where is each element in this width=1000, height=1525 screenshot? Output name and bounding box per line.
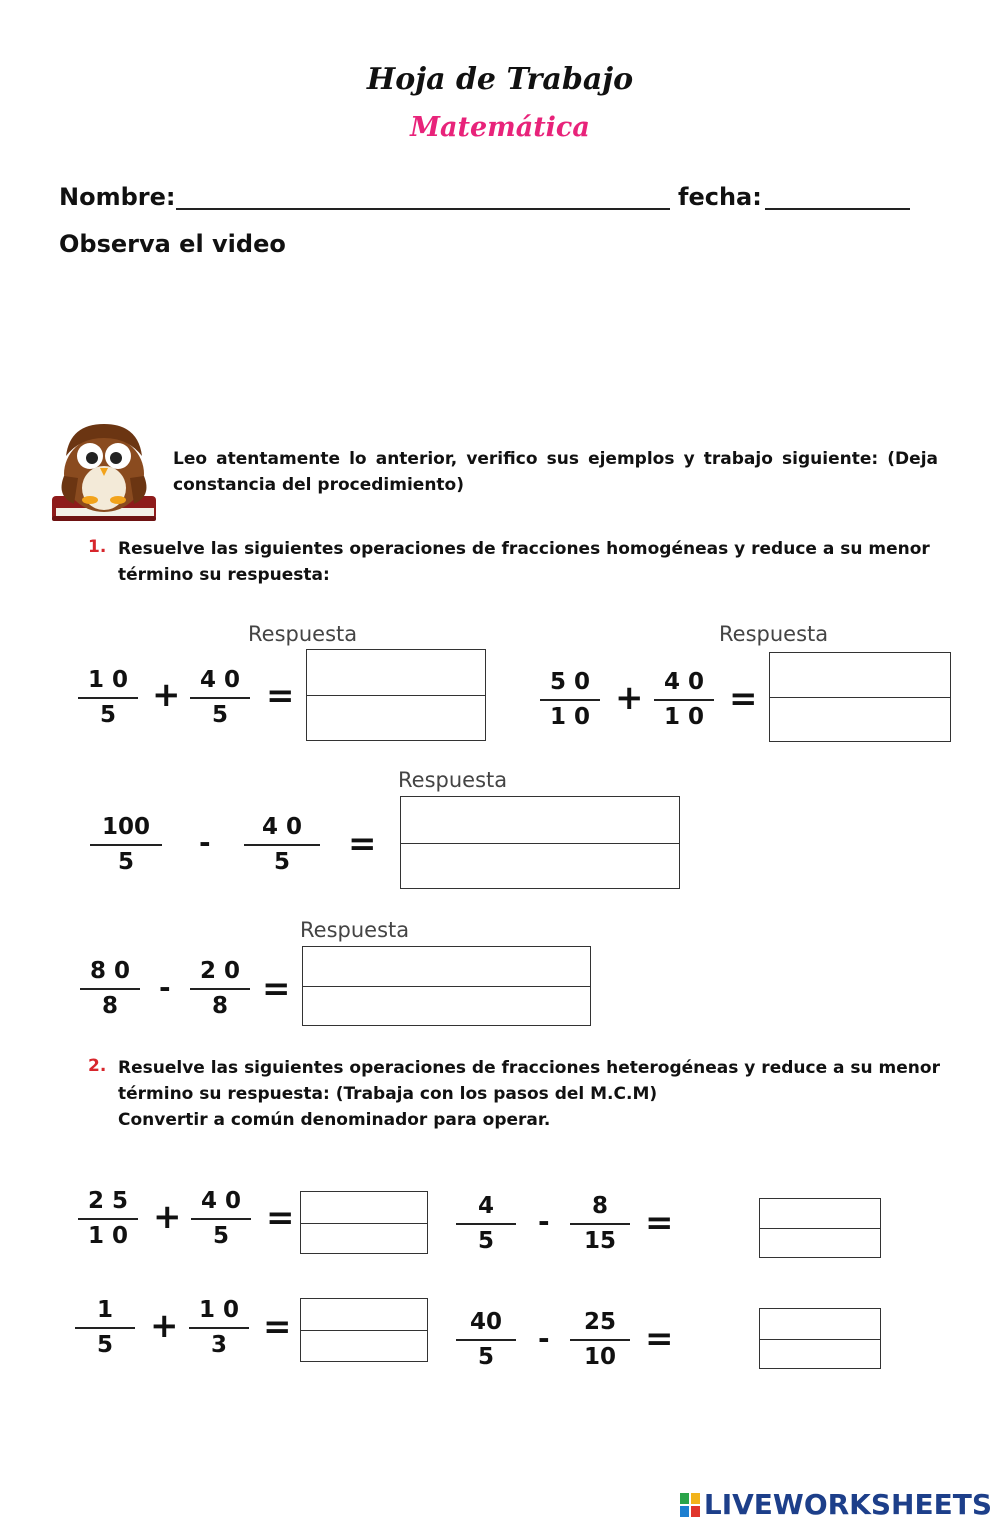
denominator: 5 [273,849,290,875]
minus-operator: - [538,1322,550,1355]
fraction-b [190,666,250,729]
fraction-b [244,813,320,876]
numerator: 4 0 [654,668,714,701]
fraction-b [191,1187,251,1250]
denominator: 15 [583,1228,616,1254]
equals-sign: = [645,1203,674,1243]
section-1-instruction: Resuelve las siguientes operaciones de fracciones homogéneas y reduce a su menor término su respuesta: [118,539,930,585]
date-label: fecha: [678,183,762,211]
equals-sign: = [645,1319,674,1359]
numerator: 25 [570,1308,630,1341]
name-field[interactable] [176,208,670,210]
denominator: 3 [210,1332,227,1358]
denominator: 5 [477,1228,494,1254]
denominator: 10 [583,1344,616,1370]
equals-sign: = [263,1307,292,1347]
denominator: 5 [212,1223,229,1249]
denominator: 5 [96,1332,113,1358]
fraction-a [75,1296,135,1359]
equals-sign: = [262,969,291,1009]
numerator: 8 [570,1192,630,1225]
fraction-a [90,813,162,876]
logo-text: LIVEWORKSHEETS [703,1488,992,1521]
fraction-b [570,1192,630,1255]
fraction-a [80,957,140,1020]
fraction-a [78,1187,138,1250]
intro-instruction: Leo atentamente lo anterior, verifico sus ejemplos y trabajo siguiente: (Deja constancia del procedimiento) [173,449,938,495]
fraction-a [456,1192,516,1255]
fraction-a [456,1308,516,1371]
answer-box[interactable] [302,946,591,1026]
equals-sign: = [348,824,377,864]
section-2-instruction-note: Convertir a común denominador para operar. [118,1110,551,1130]
fraction-b [654,668,714,731]
minus-operator: - [538,1205,550,1238]
equals-sign: = [266,676,295,716]
minus-operator: - [199,826,211,859]
section-1-number: 1. [88,537,107,557]
answer-label: Respuesta [248,622,358,646]
numerator: 8 0 [80,957,140,990]
section-2-instruction: Resuelve las siguientes operaciones de fracciones heterogéneas y reduce a su menor término su respuesta: (Trabaja con los pasos del M.C.M) [118,1058,940,1104]
numerator: 4 0 [190,666,250,699]
answer-box[interactable] [306,649,486,741]
numerator: 4 [456,1192,516,1225]
denominator: 1 0 [549,704,590,730]
section-2-number: 2. [88,1056,107,1076]
plus-operator: + [153,1197,182,1237]
answer-label: Respuesta [398,768,508,792]
numerator: 2 0 [190,957,250,990]
denominator: 5 [477,1344,494,1370]
numerator: 100 [90,813,162,846]
denominator: 5 [211,702,228,728]
fraction-a [78,666,138,729]
plus-operator: + [152,675,181,715]
minus-operator: - [159,971,171,1004]
numerator: 2 5 [78,1187,138,1220]
worksheet-title: Hoja de Trabajo [366,62,634,97]
equals-sign: = [729,679,758,719]
answer-box[interactable] [759,1198,881,1258]
answer-box[interactable] [300,1298,428,1362]
date-field[interactable] [765,208,910,210]
name-label: Nombre: [59,183,176,211]
numerator: 5 0 [540,668,600,701]
denominator: 8 [101,993,118,1019]
numerator: 1 0 [189,1296,249,1329]
answer-box[interactable] [759,1308,881,1369]
video-instruction: Observa el video [59,230,286,258]
denominator: 8 [211,993,228,1019]
numerator: 1 0 [78,666,138,699]
denominator: 5 [117,849,134,875]
equals-sign: = [266,1198,295,1238]
plus-operator: + [615,678,644,718]
denominator: 5 [99,702,116,728]
answer-box[interactable] [300,1191,428,1254]
answer-label: Respuesta [300,918,410,942]
liveworksheets-logo [680,1488,992,1521]
numerator: 4 0 [191,1187,251,1220]
denominator: 1 0 [663,704,704,730]
answer-label: Respuesta [719,622,829,646]
liveworksheets-logo-icon [680,1491,700,1515]
numerator: 4 0 [244,813,320,846]
answer-box[interactable] [769,652,951,742]
numerator: 40 [456,1308,516,1341]
fraction-b [570,1308,630,1371]
fraction-a [540,668,600,731]
fraction-b [189,1296,249,1359]
denominator: 1 0 [87,1223,128,1249]
answer-box[interactable] [400,796,680,889]
worksheet-subject: Matemática [410,112,590,143]
plus-operator: + [150,1306,179,1346]
numerator: 1 [75,1296,135,1329]
owl-on-book-icon [48,418,160,526]
fraction-b [190,957,250,1020]
